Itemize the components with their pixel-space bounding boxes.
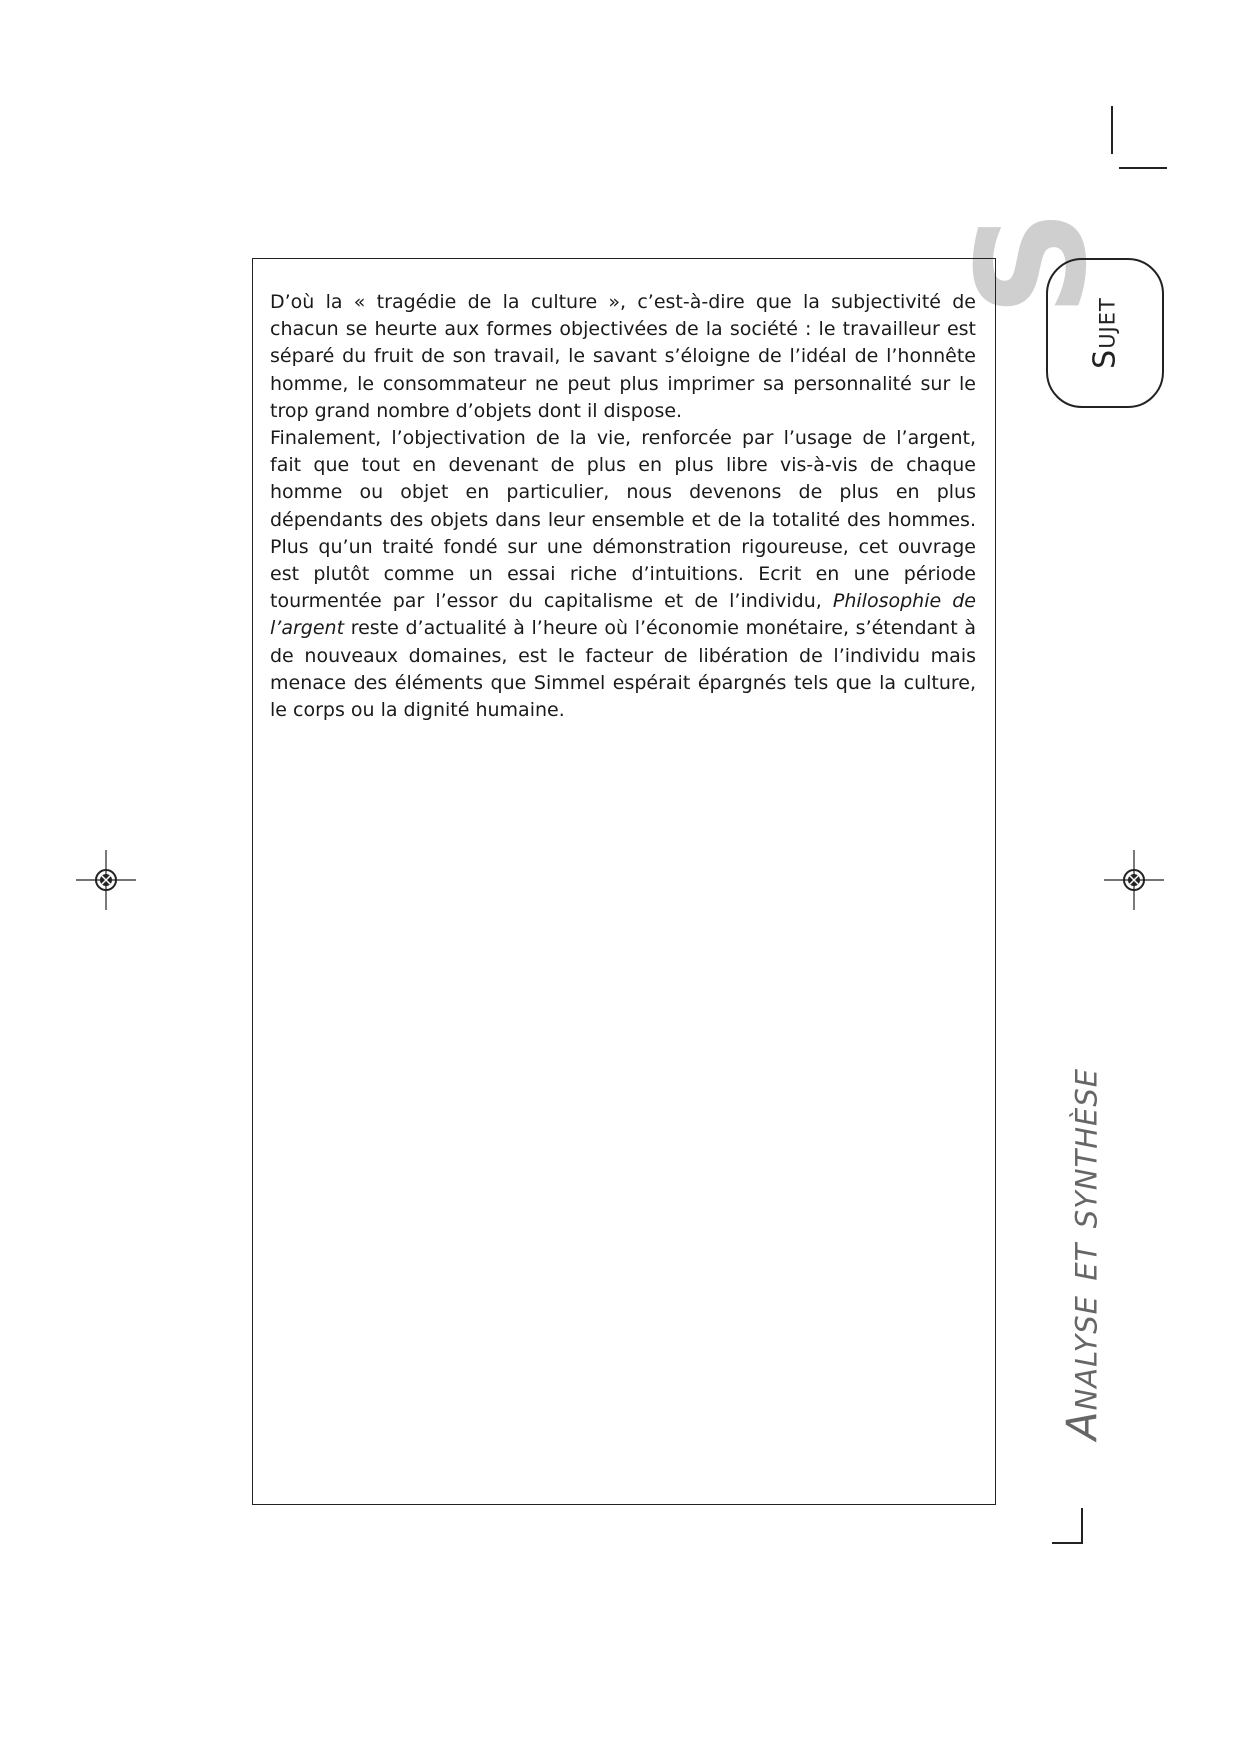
section-letter: S: [946, 208, 1121, 318]
book-title: Philosophie de l’argent: [270, 590, 976, 640]
sujet-label: Sujet: [1087, 297, 1123, 369]
crop-mark-top-horizontal: [1119, 167, 1167, 169]
crop-mark-bottom-horizontal: [1052, 1542, 1082, 1544]
paragraph-2-part-1: Finalement, l’objectivation de la vie, renforcée par l’usage de l’argent, fait que tout en devenant de plus en plus libre vis-à-vis de chaque homme ou objet en particulier, nous devenons de plus en plus dépendants des objets dans leur ensemble et de la totalité des hommes. Plus qu’un traité fondé sur une démonstration rigoureuse, cet ouvrage est plutôt comme un essai riche d’intuitions. Ecrit en une période tourmentée par l’essor du capitalisme et de l’individu,: [270, 427, 976, 613]
body-text: [270, 289, 976, 724]
paragraph-2: [270, 425, 976, 724]
sujet-tab: [1046, 258, 1164, 408]
paragraph-2-part-2: reste d’actualité à l’heure où l’économie monétaire, s’étendant à de nouveaux domaines, est le facteur de libération de l’individu mais menace des éléments que Simmel espérait épargnés tels que la culture, le corps ou la dignité humaine.: [270, 617, 976, 722]
section-title: Analyse et synthèse: [1057, 1067, 1107, 1441]
text-frame: [252, 258, 996, 1505]
paragraph-1: D’où la « tragédie de la culture », c’est-à-dire que la subjectivité de chacun se heurte aux formes objectivées de la société : le travailleur est séparé du fruit de son travail, le savant s’éloigne de l’idéal de l’honnête homme, le consommateur ne peut plus imprimer sa personnalité sur le trop grand nombre d’objets dont il dispose.: [270, 291, 976, 422]
registration-mark-right-icon: [1104, 850, 1164, 910]
crop-mark-top-vertical: [1111, 106, 1113, 154]
crop-mark-bottom-vertical: [1081, 1508, 1083, 1544]
registration-mark-left-icon: [76, 850, 136, 910]
